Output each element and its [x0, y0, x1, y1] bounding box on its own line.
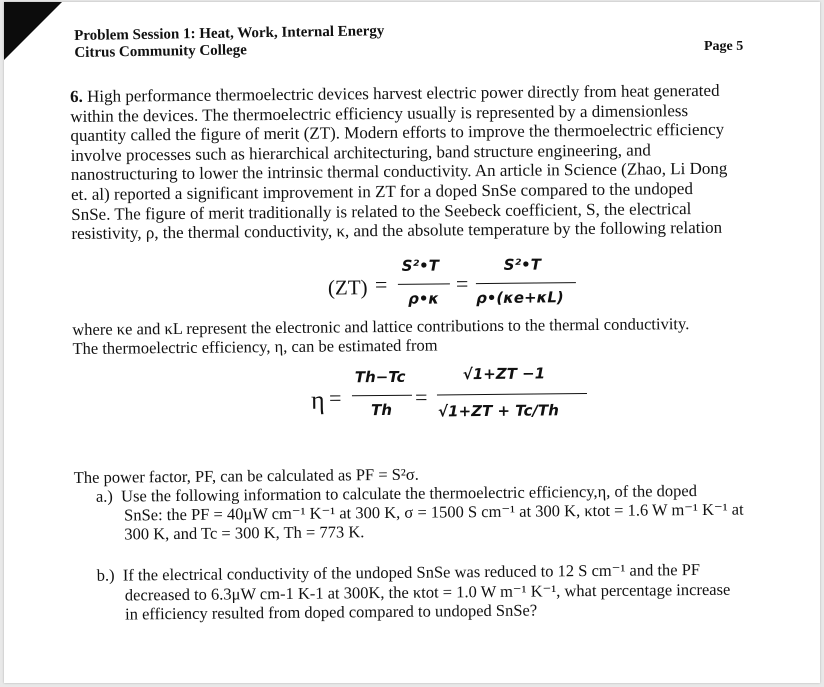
- equals-sign: =: [455, 270, 469, 297]
- efficiency-equation: [73, 359, 794, 448]
- part-b: [75, 559, 796, 624]
- part-b-line: in efficiency resulted from doped compared to undoped SnSe?: [124, 600, 538, 624]
- college-name: Citrus Community College: [74, 42, 247, 61]
- problem-line: nanostructuring to lower the intrinsic thermal conductivity. An article in Science (Zhao, Li Dong: [70, 159, 728, 185]
- header: [74, 23, 385, 62]
- part-a: [74, 480, 795, 545]
- problem-paragraph: [70, 80, 791, 244]
- zt-lhs: (ZT): [327, 274, 368, 300]
- eta-lhs: η: [310, 385, 325, 415]
- problem-content: [70, 80, 795, 624]
- explanation: [72, 313, 792, 358]
- equals-sign: =: [374, 271, 388, 297]
- page-corner-fold: [4, 2, 62, 60]
- root-denominator: √1+ZT + Tc/Th: [438, 401, 559, 421]
- part-b-line: If the electrical conductivity of the undoped SnSe was reduced to 12 S cm⁻¹ and the PF: [122, 560, 701, 585]
- part-b-text: [75, 559, 796, 624]
- fraction-bar-3: [352, 394, 412, 396]
- session-title: Problem Session 1: Heat, Work, Internal Energy: [74, 23, 385, 44]
- problem-line: High performance thermoelectric devices harvest electric power directly from heat generated: [86, 80, 720, 106]
- root-numerator: √1+ZT −1: [462, 364, 546, 383]
- part-a-line: SnSe: the PF = 40μW cm⁻¹ K⁻¹ at 300 K, σ = 1500 S cm⁻¹ at 300 K, κtot = 1.6 W m⁻¹ K⁻¹ at: [124, 499, 744, 525]
- part-b-label: b.): [96, 565, 115, 586]
- equals-sign: =: [328, 385, 342, 411]
- explanation-line: where κe and κL represent the electronic and lattice contributions to the thermal conductivity.: [72, 313, 690, 339]
- fraction-bar-4: [437, 393, 587, 395]
- numerator-2: S²•T: [503, 255, 542, 274]
- denominator-2: ρ•(κe+κL): [475, 288, 564, 307]
- temperature-numerator: Th−Tc: [354, 367, 406, 387]
- part-b-line: decreased to 6.3μW cm-1 K-1 at 300K, the κtot = 1.0 W m⁻¹ K⁻¹, what percentage increase: [124, 579, 731, 605]
- page-number: Page 5: [704, 39, 744, 54]
- figure-of-merit-equation: [72, 251, 793, 320]
- temperature-denominator: Th: [371, 400, 393, 419]
- part-a-line: Use the following information to calculate the thermoelectric efficiency,η, of the doped: [121, 480, 698, 506]
- problem-line: involve processes such as hierarchical architecturing, band structure engineering, and: [70, 140, 651, 165]
- fraction-bar-1: [398, 283, 450, 284]
- power-factor-statement: The power factor, PF, can be calculated as PF = S²σ.: [73, 464, 419, 487]
- problem-line: et. al) reported a significant improvement in ZT for a doped SnSe compared to the undoped: [70, 178, 694, 204]
- part-a-text: [74, 480, 795, 545]
- part-a-line: 300 K, and Tc = 300 K, Th = 773 K.: [124, 522, 365, 544]
- problem-line: resistivity, ρ, the thermal conductivity, κ, and the absolute temperature by the following relation: [71, 217, 723, 244]
- part-a-label: a.): [95, 486, 113, 506]
- problem-number: 6.: [70, 86, 83, 106]
- fraction-bar-2: [476, 282, 576, 284]
- explanation-line: The thermoelectric efficiency, η, can be estimated from: [72, 335, 438, 358]
- problem-line: quantity called the figure of merit (ZT). Modern efforts to improve the thermoelectric efficiency: [70, 119, 725, 146]
- denominator-1: ρ•κ: [407, 289, 440, 308]
- numerator-1: S²•T: [401, 256, 440, 275]
- problem-line: within the devices. The thermoelectric efficiency usually is represented by a dimensionless: [70, 100, 689, 126]
- document-page: [4, 2, 820, 683]
- problem-line: SnSe. The figure of merit traditionally is related to the Seebeck coefficient, S, the electrical: [71, 198, 692, 224]
- equals-sign: =: [414, 384, 428, 410]
